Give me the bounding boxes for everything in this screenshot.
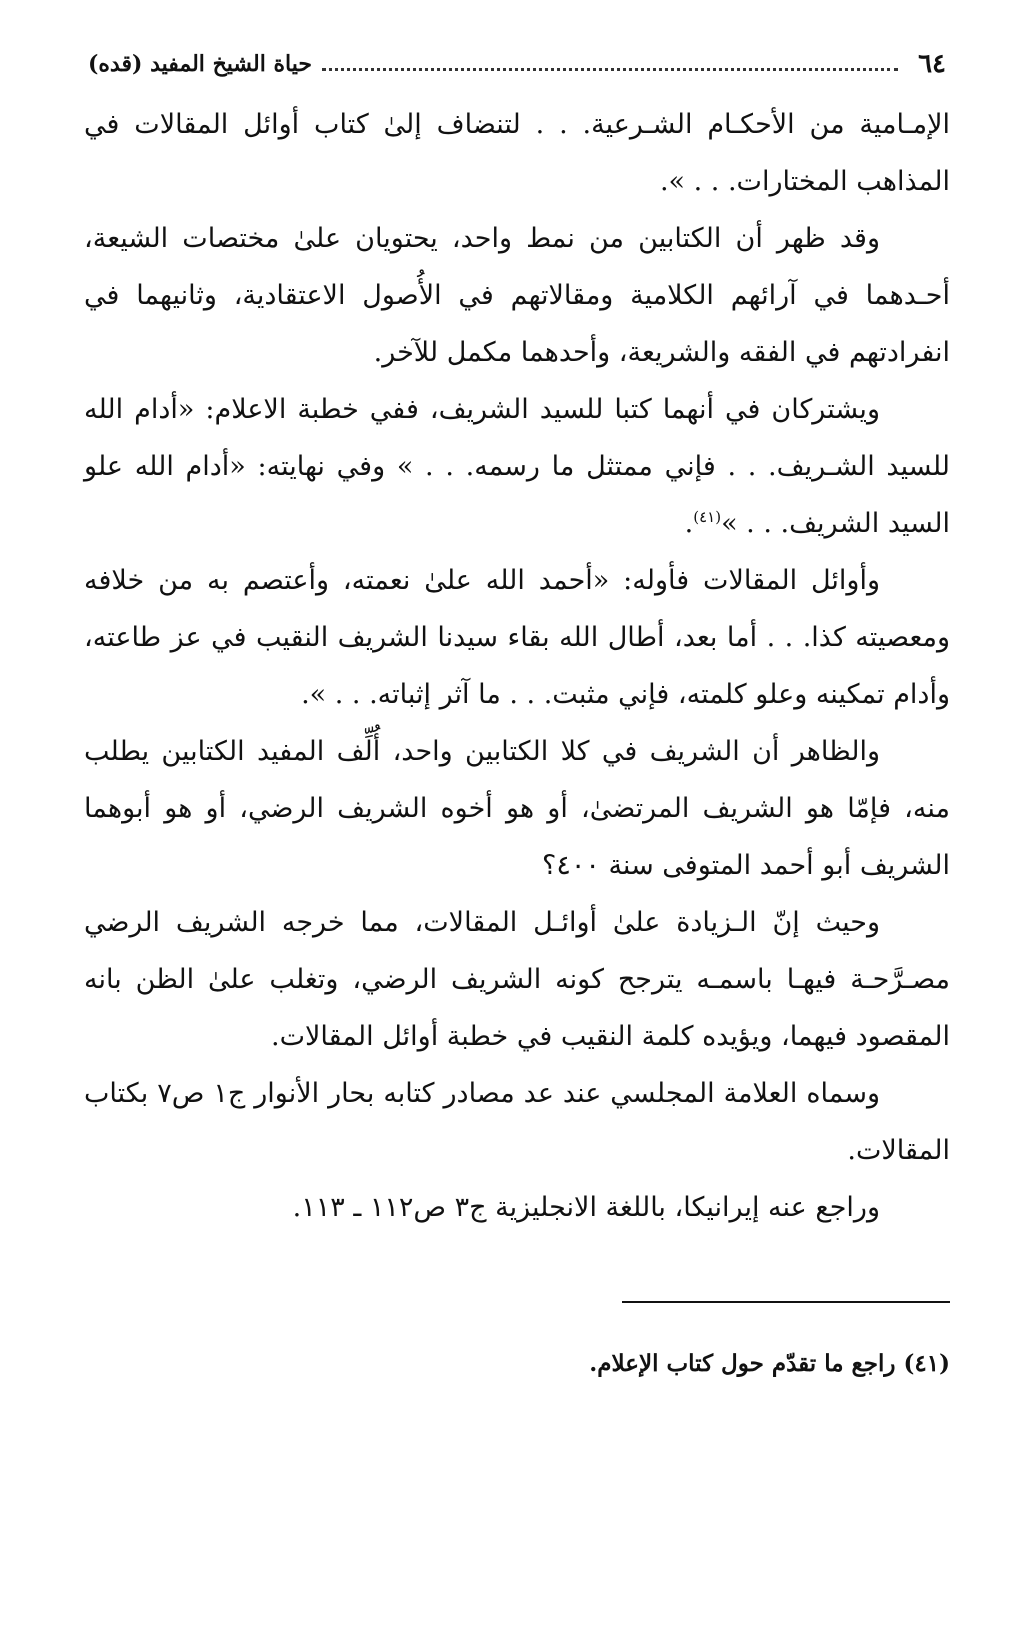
running-title: حياة الشيخ المفيد (قده)	[88, 51, 312, 77]
footnote: (٤١) راجع ما تقدّم حول كتاب الإعلام.	[589, 1350, 950, 1377]
paragraph: وقد ظهر أن الكتابين من نمط واحد، يحتويان علىٰ مختصات الشيعة، أحـدهما في آرائهم الكلامية ومقالاتهم في الأُصول الاعتقادية، وثانيهما في انفرادتهم في الفقه والشريعة، وأحدهما مكمل للآخر.	[84, 223, 950, 368]
footnote-separator	[622, 1301, 950, 1303]
page-number: ٦٤	[918, 49, 946, 79]
paragraph: الإمـامية من الأحكـام الشـرعية. . . لتنضاف إلىٰ كتاب أوائل المقالات في المذاهب المختارات. . . ».	[84, 109, 950, 197]
paragraph: وأوائل المقالات فأوله: «أحمد الله علىٰ نعمته، وأعتصم به من خلافه ومعصيته كذا. . . أما بعد، أطال الله بقاء سيدنا الشريف النقيب في عز طاعته، وأدام تمكينه وعلو كلمته، فإني مثبت. . . ما آثر إثباته. . . ».	[84, 565, 950, 710]
paragraph	[84, 381, 950, 552]
footnote-reference[interactable]: (٤١)	[693, 508, 722, 526]
paragraph: والظاهر أن الشريف في كلا الكتابين واحد، أُلِّف المفيد الكتابين يطلب منه، فإمّا هو الشريف المرتضىٰ، أو هو أخوه الشريف الرضي، أو هو أبوهما الشريف أبو أحمد المتوفى سنة ٤٠٠؟	[84, 736, 950, 881]
dotted-leader	[322, 67, 898, 71]
sentence-end: .	[684, 508, 694, 539]
paragraph: وسماه العلامة المجلسي عند عد مصادر كتابه بحار الأنوار ج١ ص٧ بكتاب المقالات.	[84, 1078, 950, 1166]
main-text	[84, 96, 950, 1236]
page-header	[88, 44, 946, 84]
paragraph: وراجع عنه إيرانيكا، باللغة الانجليزية ج٣ ص١١٢ ـ ١١٣.	[292, 1192, 880, 1223]
paragraph: وحيث إنّ الـزيادة علىٰ أوائـل المقالات، مما خرجه الشريف الرضي مصـرَّحـة فيهـا باسمـه يترجح كونه الشريف الرضي، وتغلب علىٰ الظن بانه المقصود فيهما، ويؤيده كلمة النقيب في خطبة أوائل المقالات.	[84, 907, 950, 1052]
paragraph-text: ويشتركان في أنهما كتبا للسيد الشريف، ففي خطبة الاعلام: «أدام الله للسيد الشـريف. . . فإني ممتثل ما رسمه. . . » وفي نهايته: «أدام الله علو السيد الشريف. . . »	[84, 394, 950, 539]
